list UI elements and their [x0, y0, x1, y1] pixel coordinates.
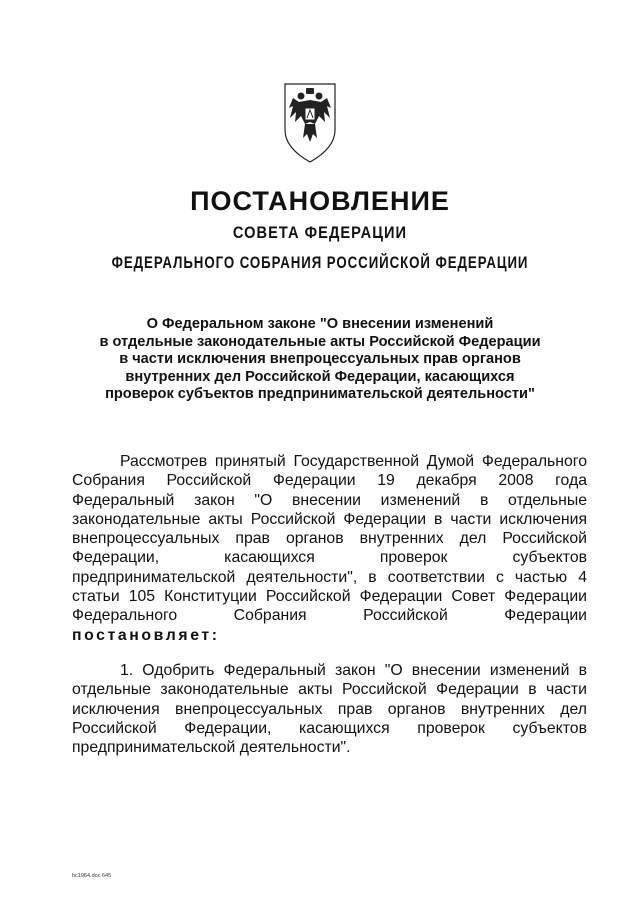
coat-of-arms-icon	[279, 78, 341, 164]
resolution-subject	[60, 316, 580, 404]
preamble-line: внепроцессуальных прав органов внутренних дел Российской	[72, 530, 587, 548]
clause-line: исключения внепроцессуальных прав органов внутренних дел	[72, 700, 587, 718]
issuer-line-1: СОВЕТА ФЕДЕРАЦИИ	[232, 223, 408, 242]
preamble-line: статьи 105 Конституции Российской Федерации Совет Федерации	[72, 588, 587, 606]
clause-line: отдельные законодательные акты Российской Федерации в части	[72, 681, 587, 699]
resolves-keyword: постановляет:	[72, 626, 220, 644]
issuer-line-2: ФЕДЕРАЛЬНОГО СОБРАНИЯ РОССИЙСКОЙ ФЕДЕРАЦИИ	[111, 253, 529, 272]
preamble-paragraph	[72, 452, 587, 645]
document-title: ПОСТАНОВЛЕНИЕ	[190, 186, 450, 216]
subject-line: в отдельные законодательные акты Российской Федерации	[99, 333, 541, 350]
preamble-line: Федерации, касающихся проверок субъектов	[72, 549, 587, 567]
preamble-line: Собрания Российской Федерации 19 декабря 2008 года	[72, 472, 587, 490]
subject-line: проверок субъектов предпринимательской деятельности"	[105, 386, 535, 402]
subject-line: внутренних дел Российской Федерации, касающихся	[125, 368, 515, 385]
preamble-line: законодательные акты Российской Федерации в части исключения	[72, 510, 587, 528]
clause-1	[72, 661, 587, 757]
preamble-line: Рассмотрев принятый Государственной Думой Федерального	[120, 453, 587, 470]
clause-line: предпринимательской деятельности".	[72, 739, 351, 757]
preamble-line: Федеральный закон "О внесении изменений в отдельные	[72, 491, 587, 509]
subject-line: в части исключения внепроцессуальных прав органов	[119, 351, 521, 367]
preamble-line: предпринимательской деятельности", в соответствии с частью 4	[72, 568, 587, 586]
clause-line: 1. Одобрить Федеральный закон "О внесении изменений в	[120, 662, 587, 679]
clause-line: Российской Федерации, касающихся проверок субъектов	[72, 719, 587, 737]
file-reference: hc1964.doc 645	[72, 873, 112, 879]
subject-line: О Федеральном законе "О внесении изменений	[146, 316, 494, 332]
preamble-line: Федерального Собрания Российской Федерации	[72, 607, 587, 625]
